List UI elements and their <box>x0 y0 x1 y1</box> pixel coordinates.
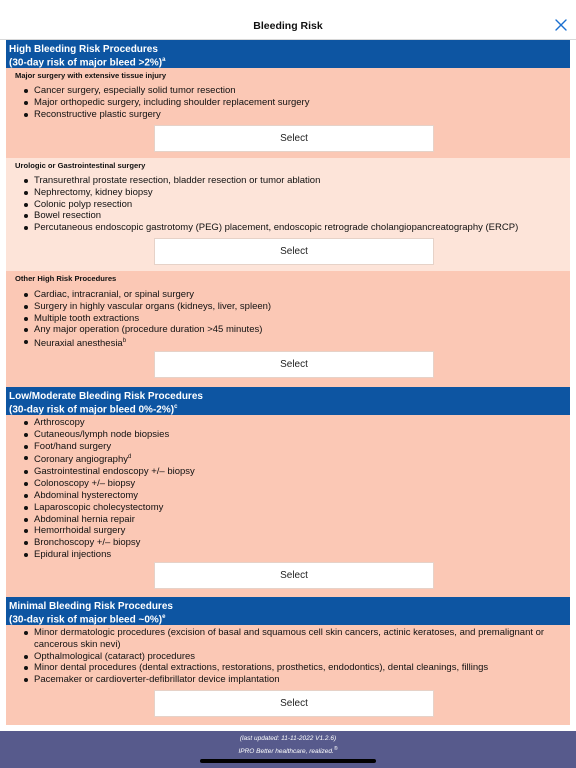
minimal-risk-header <box>6 597 570 625</box>
list-item: Transurethral prostate resection, bladder resection or tumor ablation <box>24 175 518 187</box>
list-item: Foot/hand surgery <box>24 441 195 453</box>
footnote-marker: d <box>128 454 132 461</box>
select-button-major-surgery[interactable]: Select <box>154 125 434 152</box>
minimal-risk-subtitle: (30-day risk of major bleed ~0%)$^e$ <box>9 614 166 626</box>
list-item: Pacemaker or cardioverter-defibrillator device implantation <box>24 674 559 686</box>
last-updated-text: (last updated: 11-11-2022 V1.2.6) <box>239 735 337 742</box>
procedure-list <box>24 85 309 120</box>
minimal-risk-title: Minimal Bleeding Risk Procedures <box>9 601 173 612</box>
procedure-list <box>24 175 518 234</box>
select-button-minimal-risk[interactable]: Select <box>154 690 434 717</box>
list-item: Reconstructive plastic surgery <box>24 109 309 121</box>
high-risk-group-major-surgery <box>6 68 570 158</box>
list-item: Any major operation (procedure duration >45 minutes) <box>24 324 271 336</box>
list-item: Nephrectomy, kidney biopsy <box>24 187 518 199</box>
high-risk-title: High Bleeding Risk Procedures <box>9 44 158 55</box>
nav-header <box>0 0 576 40</box>
select-button-urologic-gi[interactable]: Select <box>154 238 434 265</box>
list-item: Colonoscopy +/– biopsy <box>24 478 195 490</box>
list-item: Coronary angiography$^d$ <box>24 452 195 466</box>
select-button-low-risk[interactable]: Select <box>154 562 434 589</box>
footer-tagline: IPRO Better healthcare, realized.® <box>238 746 338 756</box>
low-risk-title: Low/Moderate Bleeding Risk Procedures <box>9 391 203 402</box>
footnote-marker: e <box>162 614 166 620</box>
registered-mark: ® <box>333 746 338 752</box>
list-item: Arthroscopy <box>24 417 195 429</box>
list-item: Minor dermatologic procedures (excision of basal and squamous cell skin cancers, actinic keratoses, and premalignant or cancerous skin nevi) <box>24 627 559 651</box>
high-risk-header <box>6 40 570 68</box>
low-risk-subtitle: (30-day risk of major bleed 0%-2%)$^c$ <box>9 404 178 416</box>
list-item: Epidural injections <box>24 549 195 561</box>
list-item: Colonic polyp resection <box>24 199 518 211</box>
list-item: Multiple tooth extractions <box>24 313 271 325</box>
procedure-list <box>24 627 559 686</box>
minimal-risk-group <box>6 625 570 725</box>
list-item: Cardiac, intracranial, or spinal surgery <box>24 289 271 301</box>
list-item: Surgery in highly vascular organs (kidneys, liver, spleen) <box>24 301 271 313</box>
footnote-marker: a <box>162 57 166 63</box>
list-item: Cancer surgery, especially solid tumor resection <box>24 85 309 97</box>
group-title: Major surgery with extensive tissue injury <box>15 71 167 80</box>
high-risk-group-urologic-gi <box>6 158 570 271</box>
list-item: Major orthopedic surgery, including shoulder replacement surgery <box>24 97 309 109</box>
list-item: Opthalmological (cataract) procedures <box>24 651 559 663</box>
low-risk-header <box>6 387 570 415</box>
low-risk-group <box>6 415 570 597</box>
list-item: Laparoscopic cholecystectomy <box>24 502 195 514</box>
list-item: Bronchoscopy +/– biopsy <box>24 537 195 549</box>
list-item: Neuraxial anesthesia$^b$ <box>24 336 271 350</box>
list-item: Minor dental procedures (dental extractions, restorations, prosthetics, endodontics), dental cleanings, fillings <box>24 662 559 674</box>
close-icon[interactable] <box>554 18 568 32</box>
list-item: Cutaneous/lymph node biopsies <box>24 429 195 441</box>
procedure-list <box>24 417 195 561</box>
list-item: Abdominal hysterectomy <box>24 490 195 502</box>
list-item: Percutaneous endoscopic gastrotomy (PEG) placement, endoscopic retrograde cholangiopancreatography (ERCP) <box>24 222 518 234</box>
list-item: Hemorrhoidal surgery <box>24 525 195 537</box>
select-button-other-high[interactable]: Select <box>154 351 434 378</box>
group-title: Other High Risk Procedures <box>15 274 117 283</box>
high-risk-group-other <box>6 271 570 387</box>
footnote-marker: b <box>122 338 127 345</box>
group-title: Urologic or Gastrointestinal surgery <box>15 161 146 170</box>
page-title: Bleeding Risk <box>253 20 323 32</box>
list-item: Gastrointestinal endoscopy +/– biopsy <box>24 466 195 478</box>
list-item: Bowel resection <box>24 210 518 222</box>
list-item: Abdominal hernia repair <box>24 514 195 526</box>
home-indicator <box>200 759 376 763</box>
footnote-marker: c <box>174 404 178 410</box>
high-risk-subtitle: (30-day risk of major bleed >2%)$^a$ <box>9 57 166 69</box>
procedure-list <box>24 289 271 350</box>
